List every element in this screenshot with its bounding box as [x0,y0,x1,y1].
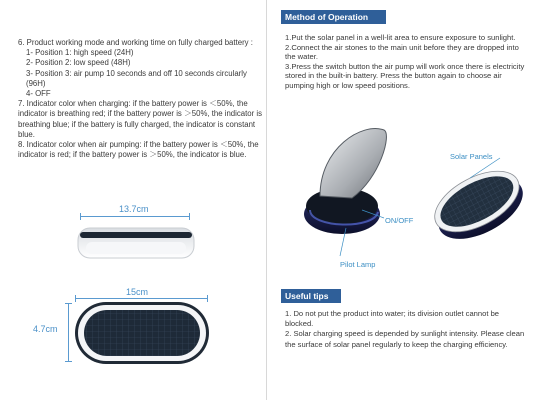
spec-item-position-2: 2- Position 2: low speed (48H) [26,58,131,68]
spec-item-working-mode: 6. Product working mode and working time on fully charged battery : [18,38,253,47]
top-width-label: 15cm [126,287,149,297]
callout-solar-panels: Solar Panels [450,152,493,161]
top-height-line [68,303,69,362]
callout-pilot-lamp: Pilot Lamp [340,260,376,269]
top-height-label: 4.7cm [33,324,58,334]
spec-item-position-3: 3- Position 3: air pump 10 seconds and off 10 seconds circularly (96H) [26,68,247,88]
spec-item-pumping-indicator: 8. Indicator color when air pumping: if the battery power is ＜50%, the indicator is red; if the battery power is ＞50%, the indicator is blue. [18,140,259,160]
side-width-line [80,216,190,217]
page-divider [266,0,267,400]
callout-on-off: ON/OFF [385,216,414,225]
method-item-3: 3.Press the switch button the air pump will work once there is electricity stored in the built-in battery. Press the button again to choose air pumping high or low speed positions. [285,61,525,90]
top-height-tick-bottom [65,361,72,362]
side-width-label: 13.7cm [119,204,149,214]
tip-item-1: 1. Do not put the product into water; its division outlet cannot be blocked. [285,309,500,329]
side-width-tick-left [80,213,81,220]
side-width-tick-right [189,213,190,220]
method-item-1: 1.Put the solar panel in a well-lit area to ensure exposure to sunlight. [285,33,516,42]
method-list [285,33,525,91]
tips-list [285,309,525,350]
top-width-line [75,298,208,299]
spec-item-charging-indicator: 7. Indicator color when charging: if the battery power is ＜50%, the indicator is breathing red; if the battery power is ＞50%, the indicator is breathing blue; if the battery is fully charged, the indicator is constant blue. [18,99,262,139]
device-side-view [76,224,196,262]
method-item-2: 2.Connect the air stones to the main unit before they are dropped into the water. [285,42,519,62]
tips-header: Useful tips [281,289,341,303]
tip-item-2: 2. Solar charging speed is depended by sunlight intensity. Please clean the surface of solar panel regularly to keep the charging efficiency. [285,329,525,349]
method-header: Method of Operation [281,10,386,24]
top-height-tick-top [65,303,72,304]
spec-item-position-1: 1- Position 1: high speed (24H) [26,48,134,58]
spec-item-off: 4- OFF [26,89,51,99]
device-top-view [74,301,210,365]
spec-list [18,38,262,160]
product-photos [300,118,525,268]
